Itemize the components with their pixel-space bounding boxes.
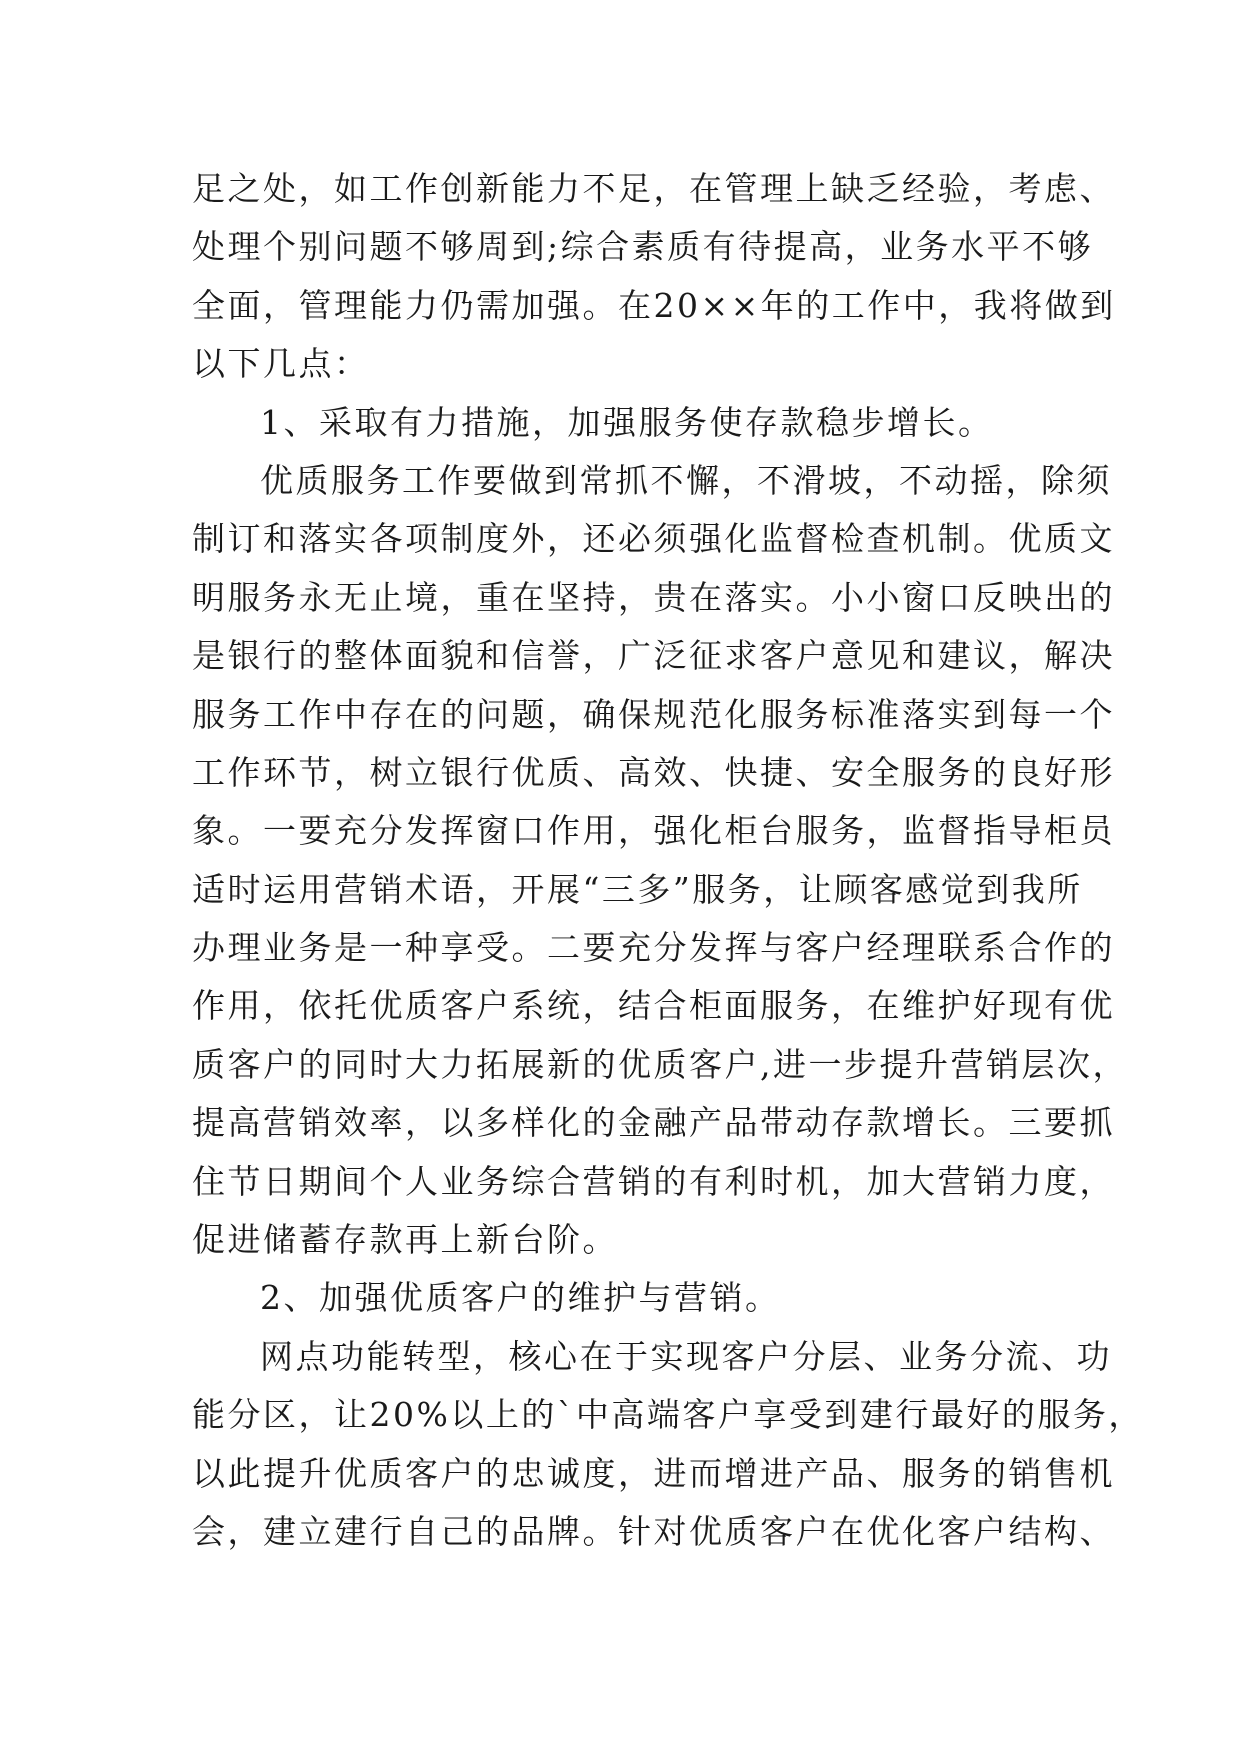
text-line: 制订和落实各项制度外，还必须强化监督检查机制。优质文 (192, 519, 1115, 559)
text-line: 以此提升优质客户的忠诚度，进而增进产品、服务的销售机 (192, 1453, 1115, 1493)
text-line: 明服务永无止境，重在坚持，贵在落实。小小窗口反映出的 (192, 577, 1115, 617)
text-line: 以下几点： (192, 344, 370, 384)
text-line: 1、采取有力措施，加强服务使存款稳步增长。 (260, 402, 994, 442)
text-line: 提高营销效率，以多样化的金融产品带动存款增长。三要抓 (192, 1103, 1115, 1143)
text-line: 会，建立建行自己的品牌。针对优质客户在优化客户结构、 (192, 1511, 1115, 1551)
body-text (192, 160, 1144, 1561)
text-line: 网点功能转型，核心在于实现客户分层、业务分流、功 (260, 1336, 1112, 1376)
text-line: 足之处，如工作创新能力不足，在管理上缺乏经验，考虑、 (192, 169, 1115, 208)
text-line: 住节日期间个人业务综合营销的有利时机，加大营销力度， (192, 1161, 1115, 1201)
text-line: 服务工作中存在的问题，确保规范化服务标准落实到每一个 (192, 694, 1115, 734)
text-line: 作用，依托优质客户系统，结合柜面服务，在维护好现有优 (192, 986, 1115, 1026)
text-line: 2、加强优质客户的维护与营销。 (260, 1278, 781, 1318)
text-line: 适时运用营销术语，开展“三多”服务，让顾客感觉到我所 (192, 869, 1083, 909)
text-line: 全面，管理能力仍需加强。在20××年的工作中，我将做到 (192, 285, 1116, 325)
text-line: 促进储蓄存款再上新台阶。 (192, 1220, 618, 1260)
text-line: 处理个别问题不够周到;综合素质有待提高，业务水平不够 (192, 227, 1094, 267)
text-line: 能分区，让20%以上的`中高端客户享受到建行最好的服务， (192, 1395, 1144, 1435)
text-line: 是银行的整体面貌和信誉，广泛征求客户意见和建议，解决 (192, 636, 1115, 676)
text-line: 象。一要充分发挥窗口作用，强化柜台服务，监督指导柜员 (192, 811, 1115, 851)
text-line: 优质服务工作要做到常抓不懈，不滑坡，不动摇，除须 (260, 460, 1112, 500)
text-line: 工作环节，树立银行优质、高效、快捷、安全服务的良好形 (192, 752, 1115, 792)
text-line: 质客户的同时大力拓展新的优质客户,进一步提升营销层次， (192, 1044, 1128, 1084)
text-line: 办理业务是一种享受。二要充分发挥与客户经理联系合作的 (192, 928, 1115, 968)
